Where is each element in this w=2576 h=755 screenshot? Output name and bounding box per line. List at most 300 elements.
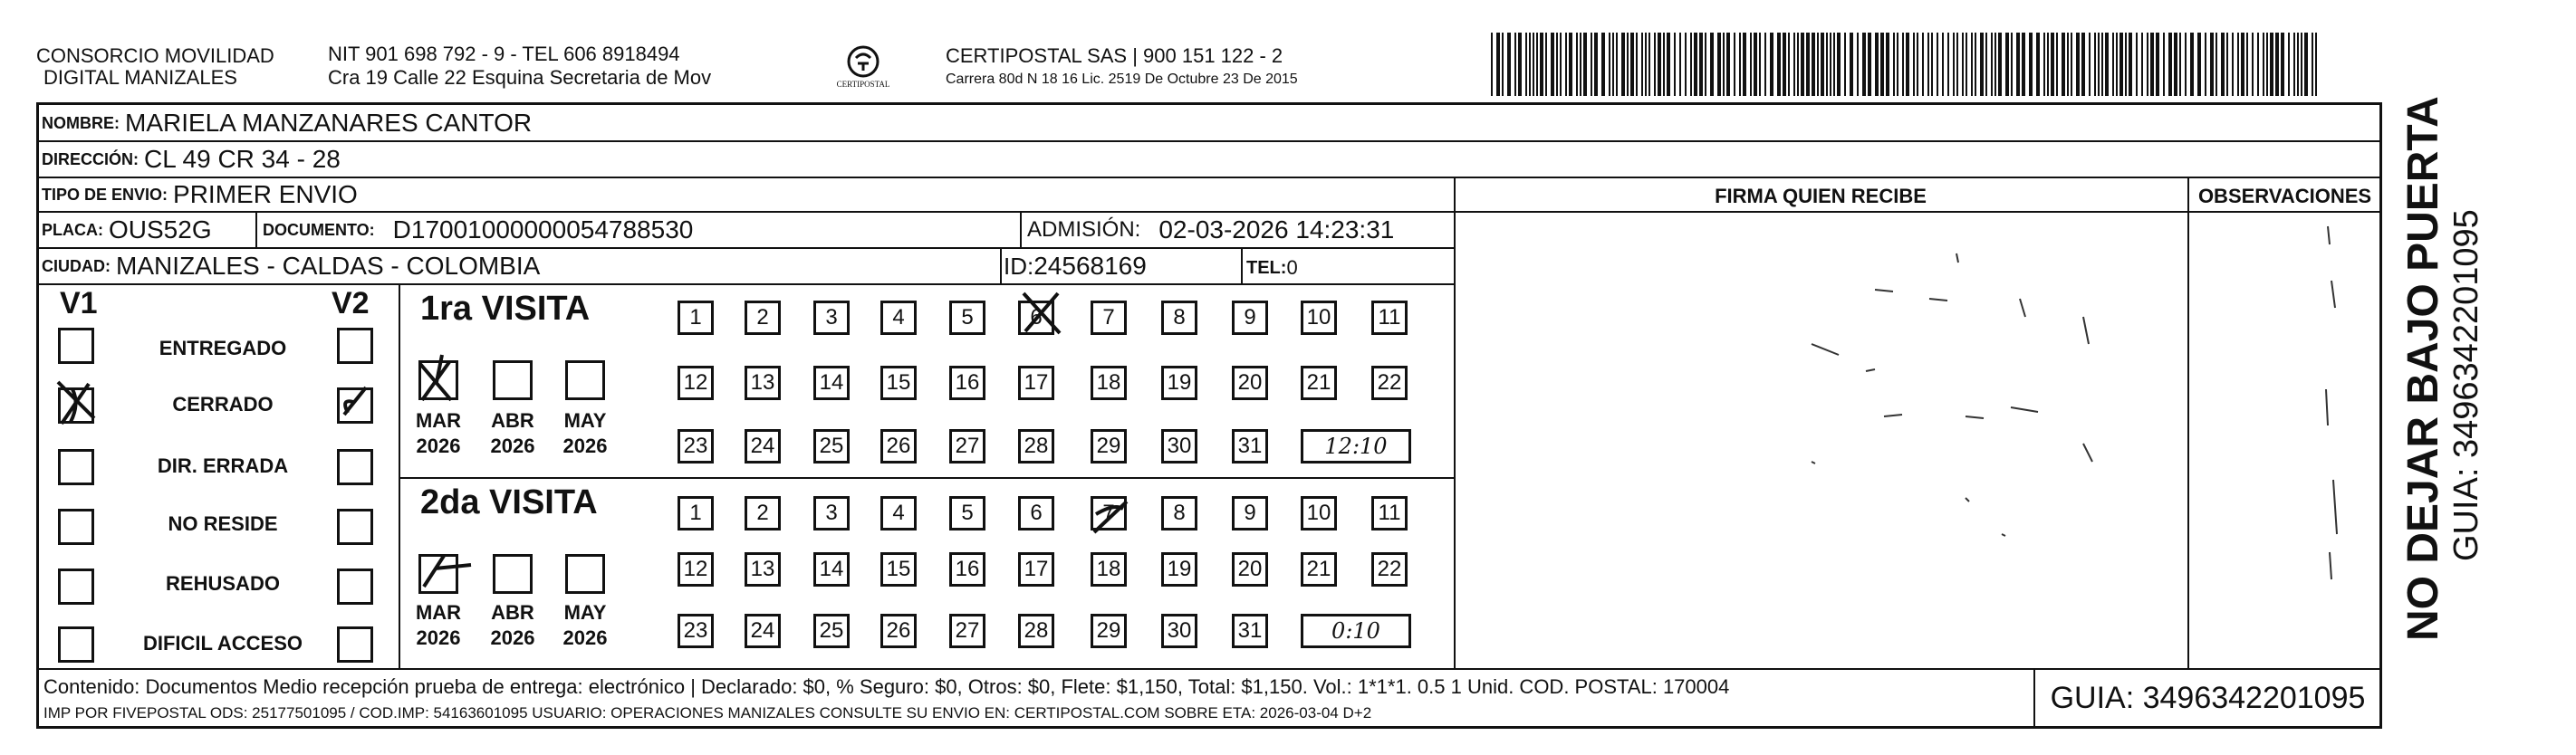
barcode-bar [1942, 33, 1944, 96]
visit1-day-box[interactable]: 15 [880, 366, 917, 400]
barcode-bar [1937, 33, 1938, 96]
certipostal-logo-icon [831, 42, 895, 98]
barcode-bar [1947, 33, 1949, 96]
visit2-march-check-mark [417, 547, 489, 601]
direccion-value: CL 49 CR 34 - 28 [144, 145, 341, 173]
barcode-bar [1844, 33, 1846, 96]
visit1-day-box[interactable]: 16 [949, 366, 985, 400]
barcode-bar [1857, 33, 1859, 96]
admision-label: ADMISIÓN: [1027, 217, 1141, 242]
barcode-bar [1674, 33, 1676, 96]
visit1-day-box[interactable]: 26 [880, 429, 917, 464]
status-label: DIR. ERRADA [157, 454, 289, 477]
barcode-bar [1663, 33, 1665, 96]
tipo-envio-row [42, 178, 358, 211]
direccion-label: DIRECCIÓN: [42, 149, 139, 168]
admision-value: 02-03-2026 14:23:31 [1158, 215, 1395, 244]
barcode-bar [1906, 33, 1909, 96]
visit2-day-box[interactable]: 30 [1161, 614, 1197, 648]
visit1-day-box[interactable]: 19 [1161, 366, 1197, 400]
barcode-bar [2076, 33, 2080, 96]
barcode-bar [1540, 33, 1543, 96]
visit2-day-box[interactable]: 23 [678, 614, 714, 648]
visit1-day-box[interactable]: 7 [1091, 301, 1127, 335]
barcode-bar [1601, 33, 1605, 96]
barcode-bar [1966, 33, 1967, 96]
barcode-bar [2266, 33, 2268, 96]
barcode-bar [2062, 33, 2065, 96]
barcode-bar [1821, 33, 1824, 96]
barcode-bar [1850, 33, 1853, 96]
barcode-bar [1726, 33, 1730, 96]
barcode-bar [2125, 33, 2127, 96]
barcode-bar [1980, 33, 1984, 96]
v1-checkbox[interactable] [58, 626, 94, 663]
barcode-bar [1685, 33, 1687, 96]
v1-checkbox[interactable] [58, 328, 94, 364]
visit1-month-label: MAY [563, 409, 607, 432]
barcode-bar [2237, 33, 2239, 96]
visit2-day-box[interactable]: 9 [1232, 496, 1268, 530]
logo-text: CERTIPOSTAL [836, 80, 890, 89]
visit1-day-box[interactable]: 17 [1018, 366, 1054, 400]
visit2-day-box[interactable]: 29 [1091, 614, 1127, 648]
barcode-bar [2094, 33, 2096, 96]
nit-line: NIT 901 698 792 - 9 - TEL 606 8918494 [328, 43, 680, 65]
visit1-day-box[interactable]: 20 [1232, 366, 1268, 400]
v1-checkbox[interactable] [58, 569, 94, 605]
barcode-bar [1507, 33, 1511, 96]
barcode-bar [1956, 33, 1958, 96]
visit1-month-checkbox[interactable] [493, 360, 533, 400]
barcode-bar [1699, 33, 1703, 96]
visit1-day-box[interactable]: 12 [678, 366, 714, 400]
v1-label: V1 [60, 286, 98, 320]
v1-checkbox[interactable] [58, 509, 94, 545]
barcode-bar [2179, 33, 2181, 96]
barcode-bar [1560, 33, 1562, 96]
barcode-bar [2232, 33, 2234, 96]
barcode-bar [1837, 33, 1841, 96]
barcode-bar [2047, 33, 2049, 96]
barcode-bar [2197, 33, 2201, 96]
barcode-bar [2081, 33, 2085, 96]
visit1-year-label: 2026 [562, 435, 608, 457]
barcode-bar [2150, 33, 2154, 96]
barcode-bar [1705, 33, 1706, 96]
barcode-bar [1826, 33, 1828, 96]
visit2-month-checkbox[interactable] [493, 554, 533, 594]
visit1-day-box[interactable]: 11 [1371, 301, 1408, 335]
tipo-envio-value: PRIMER ENVIO [173, 180, 358, 208]
visit1-month-label: ABR [491, 409, 534, 432]
status-label: REHUSADO [166, 572, 280, 595]
barcode-bar [1694, 33, 1697, 96]
barcode-bar [1971, 33, 1973, 96]
documento-cell [263, 214, 693, 246]
barcode-bar [1545, 33, 1547, 96]
barcode-bar [1830, 33, 1831, 96]
barcode-bar [2163, 33, 2165, 96]
barcode-bar [2315, 33, 2317, 96]
footer-contenido: Contenido: Documentos Medio recepción prueba de entrega: electrónico | Declarado: $0, % Seguro: $0, Otros: $0, Flete: $1,150, Total: $1,150. Vol.: 1*1*1. 0.5 1 Unid. COD. POSTAL: 170004 [43, 675, 1730, 698]
side-warning: NO DEJAR BAJO PUERTA [2399, 96, 2447, 641]
barcode-bar [1533, 33, 1534, 96]
barcode-bar [1783, 33, 1786, 96]
barcode-bar [2116, 33, 2118, 96]
barcode-bar [1654, 33, 1656, 96]
barcode-bar [2101, 33, 2103, 96]
signature-marks [1784, 226, 2165, 607]
barcode-bar [2022, 33, 2025, 96]
barcode-bar [2036, 33, 2040, 96]
firma-label: FIRMA QUIEN RECIBE [1715, 185, 1927, 207]
visit1-day-box[interactable]: 5 [949, 301, 985, 335]
barcode-bar [2293, 33, 2295, 96]
visit1-day-box[interactable]: 8 [1161, 301, 1197, 335]
barcode-bar [1788, 33, 1790, 96]
barcode-bar [2190, 33, 2194, 96]
barcode-bar [1496, 33, 1500, 96]
visit1-month-checkbox[interactable] [565, 360, 605, 400]
barcode-bar [2071, 33, 2072, 96]
placa-value: OUS52G [109, 215, 212, 244]
visit1-march-check-mark [415, 355, 469, 409]
visit1-title: 1ra VISITA [420, 290, 591, 328]
barcode-bar [1690, 33, 1692, 96]
barcode-bar [1569, 33, 1572, 96]
barcode-bar [1801, 33, 1804, 96]
visit2-day-box[interactable]: 7 [1091, 496, 1127, 530]
barcode-bar [2136, 33, 2138, 96]
visit2-day-box[interactable]: 14 [813, 552, 850, 587]
visit2-day-box[interactable]: 1 [678, 496, 714, 530]
barcode-bar [2112, 33, 2114, 96]
visit1-day-box[interactable]: 28 [1018, 429, 1054, 464]
barcode-bar [2005, 33, 2009, 96]
barcode-bar [1833, 33, 1835, 96]
visit1-day-box[interactable]: 10 [1301, 301, 1337, 335]
footer-guia: GUIA: 3496342201095 [2050, 681, 2366, 715]
visit2-month-label: MAY [563, 601, 607, 624]
barcode-bar [1953, 33, 1955, 96]
barcode-bar [1630, 33, 1634, 96]
barcode-bar [2221, 33, 2225, 96]
admision-cell [1027, 214, 1394, 246]
v1-checkbox[interactable] [58, 449, 94, 485]
visit2-month-label: ABR [491, 601, 534, 624]
barcode-bar [2011, 33, 2013, 96]
barcode-bar [2141, 33, 2143, 96]
visit2-day-box[interactable]: 20 [1232, 552, 1268, 587]
barcode-bar [1491, 33, 1493, 96]
tel-label: TEL: [1246, 257, 1287, 278]
barcode-bar [1875, 33, 1879, 96]
documento-label: DOCUMENTO: [263, 220, 375, 239]
certipostal-line1: CERTIPOSTAL SAS | 900 151 122 - 2 [946, 44, 1283, 67]
barcode-bar [2297, 33, 2299, 96]
barcode-bar [1817, 33, 1819, 96]
barcode-bar [1723, 33, 1725, 96]
observations-marks [2319, 208, 2355, 588]
barcode-bar [1998, 33, 2002, 96]
visit1-day-box[interactable]: 6 [1018, 301, 1054, 335]
barcode-bar [1551, 33, 1554, 96]
barcode-bar [1583, 33, 1587, 96]
visit2-day-box[interactable]: 21 [1301, 552, 1337, 587]
barcode-bar [2174, 33, 2177, 96]
barcode-bar [1556, 33, 1558, 96]
status-label: CERRADO [172, 393, 274, 416]
visit1-year-label: 2026 [490, 435, 535, 457]
visit2-day-box[interactable]: 10 [1301, 496, 1337, 530]
barcode-bar [1627, 33, 1629, 96]
barcode-bar [1679, 33, 1681, 96]
barcode-bar [2216, 33, 2217, 96]
barcode-bar [1576, 33, 1578, 96]
barcode-bar [1518, 33, 1522, 96]
visit1-day-box[interactable]: 4 [880, 301, 917, 335]
barcode-bar [1913, 33, 1915, 96]
visit2-day-box[interactable]: 25 [813, 614, 850, 648]
barcode-bar [1868, 33, 1871, 96]
visit1-day-box[interactable]: 25 [813, 429, 850, 464]
visit2-day-box[interactable]: 15 [880, 552, 917, 587]
v2-checkbox[interactable] [337, 569, 373, 605]
barcode-bar [1641, 33, 1643, 96]
visit2-day-box[interactable]: 28 [1018, 614, 1054, 648]
barcode-bar [1616, 33, 1618, 96]
barcode-bar [1880, 33, 1884, 96]
tel-value: 0 [1286, 256, 1298, 279]
visit1-day-box[interactable]: 29 [1091, 429, 1127, 464]
barcode-bar [2029, 33, 2033, 96]
barcode-bar [1743, 33, 1746, 96]
visit2-day-box[interactable]: 27 [949, 614, 985, 648]
barcode-bar [1594, 33, 1598, 96]
visit2-month-checkbox[interactable] [565, 554, 605, 594]
visit1-hour-box[interactable]: 12:10 [1301, 429, 1411, 464]
barcode-bar [1994, 33, 1996, 96]
barcode-bar [1750, 33, 1752, 96]
barcode-bar [1917, 33, 1918, 96]
barcode-bar [2016, 33, 2020, 96]
barcode-bar [2246, 33, 2248, 96]
visit1-day-box[interactable]: 22 [1371, 366, 1408, 400]
barcode-bar [1717, 33, 1721, 96]
company-name-line2: DIGITAL MANIZALES [43, 66, 237, 89]
visit2-day-box[interactable]: 18 [1091, 552, 1127, 587]
visit2-title: 2da VISITA [420, 483, 598, 521]
barcode [1491, 33, 2324, 98]
company-name-line1: CONSORCIO MOVILIDAD [36, 44, 274, 67]
visit2-year-label: 2026 [562, 626, 608, 649]
certipostal-logo [831, 42, 895, 98]
visit1-month-label: MAR [415, 409, 462, 432]
barcode-bar [2147, 33, 2148, 96]
barcode-bar [2263, 33, 2264, 96]
barcode-bar [2205, 33, 2206, 96]
barcode-bar [1514, 33, 1516, 96]
barcode-bar [2270, 33, 2273, 96]
v2-checkbox[interactable] [337, 509, 373, 545]
barcode-bar [1985, 33, 1987, 96]
barcode-bar [1591, 33, 1592, 96]
barcode-bar [1636, 33, 1638, 96]
visit2-day-box[interactable]: 2 [745, 496, 781, 530]
barcode-bar [2257, 33, 2259, 96]
barcode-bar [1609, 33, 1610, 96]
barcode-bar [2089, 33, 2091, 96]
visit2-day-7-mark [1087, 496, 1141, 541]
ciudad-label: CIUDAD: [42, 256, 111, 275]
barcode-bar [2119, 33, 2123, 96]
status-label: NO RESIDE [168, 512, 278, 535]
tel-cell [1246, 252, 1298, 284]
barcode-bar [1962, 33, 1964, 96]
visit1-year-label: 2026 [416, 435, 461, 457]
visit1-day-box[interactable]: 27 [949, 429, 985, 464]
placa-cell [42, 214, 212, 246]
barcode-bar [2185, 33, 2187, 96]
visit2-day-box[interactable]: 11 [1371, 496, 1408, 530]
status-label: ENTREGADO [159, 337, 287, 359]
v2-cerrado-check-mark [335, 380, 380, 425]
barcode-bar [1759, 33, 1761, 96]
barcode-bar [1770, 33, 1773, 96]
barcode-bar [1667, 33, 1670, 96]
barcode-bar [2043, 33, 2045, 96]
visit1-day-box[interactable]: 23 [678, 429, 714, 464]
barcode-bar [2056, 33, 2058, 96]
barcode-bar [2304, 33, 2308, 96]
visit2-year-label: 2026 [490, 626, 535, 649]
barcode-bar [1612, 33, 1614, 96]
status-label: DIFICIL ACCESO [142, 632, 303, 655]
visit2-day-box[interactable]: 31 [1232, 614, 1268, 648]
v1-cerrado-check-mark [53, 377, 107, 431]
barcode-bar [2281, 33, 2284, 96]
barcode-bar [1502, 33, 1504, 96]
visit2-day-box[interactable]: 17 [1018, 552, 1054, 587]
footer-imp: IMP POR FIVEPOSTAL ODS: 25177501095 / COD.IMP: 54163601095 USUARIO: OPERACIONES MANIZALES CONSULTE SU ENVIO EN: CERTIPOSTAL.COM SOBRE ETA: 2026-03-04 D+2 [43, 704, 1372, 722]
visit1-day-box[interactable]: 2 [745, 301, 781, 335]
id-value: 24568169 [1033, 252, 1147, 280]
barcode-bar [1862, 33, 1866, 96]
barcode-bar [1529, 33, 1531, 96]
barcode-bar [1922, 33, 1924, 96]
ciudad-cell [42, 250, 540, 282]
visit2-year-label: 2026 [416, 626, 461, 649]
barcode-bar [1754, 33, 1757, 96]
barcode-bar [1886, 33, 1889, 96]
v2-checkbox[interactable] [337, 449, 373, 485]
certipostal-line2: Carrera 80d N 18 16 Lic. 2519 De Octubre 23 De 2015 [946, 72, 1298, 87]
visit1-day-box[interactable]: 21 [1301, 366, 1337, 400]
documento-value: D17001000000054788530 [392, 215, 694, 244]
barcode-bar [1648, 33, 1650, 96]
visit2-day-box[interactable]: 19 [1161, 552, 1197, 587]
barcode-bar [1710, 33, 1714, 96]
barcode-bar [2067, 33, 2069, 96]
visit2-day-box[interactable]: 22 [1371, 552, 1408, 587]
barcode-bar [1536, 33, 1538, 96]
visit1-day-box[interactable]: 30 [1161, 429, 1197, 464]
visit1-day-box[interactable]: 3 [813, 301, 850, 335]
barcode-bar [1812, 33, 1815, 96]
barcode-bar [1927, 33, 1929, 96]
barcode-bar [1525, 33, 1527, 96]
visit2-day-box[interactable]: 6 [1018, 496, 1054, 530]
barcode-bar [2226, 33, 2228, 96]
barcode-bar [1764, 33, 1766, 96]
visit2-day-box[interactable]: 8 [1161, 496, 1197, 530]
barcode-bar [1793, 33, 1795, 96]
visit2-day-box[interactable]: 5 [949, 496, 985, 530]
barcode-bar [2210, 33, 2214, 96]
v2-checkbox[interactable] [337, 328, 373, 364]
barcode-bar [2168, 33, 2172, 96]
barcode-bar [1893, 33, 1895, 96]
barcode-bar [1797, 33, 1799, 96]
visit1-day-box[interactable]: 24 [745, 429, 781, 464]
visit2-month-label: MAR [415, 601, 462, 624]
v2-checkbox[interactable] [337, 626, 373, 663]
visit2-day-box[interactable]: 13 [745, 552, 781, 587]
nombre-value: MARIELA MANZANARES CANTOR [125, 109, 533, 137]
visit1-day-box[interactable]: 13 [745, 366, 781, 400]
barcode-bar [1580, 33, 1581, 96]
barcode-bar [1645, 33, 1647, 96]
address-line: Cra 19 Calle 22 Esquina Secretaria de Mov [328, 66, 712, 89]
id-label: ID: [1004, 252, 1034, 280]
v2-label: V2 [332, 286, 370, 320]
nombre-row [42, 107, 532, 139]
visit2-day-box[interactable]: 3 [813, 496, 850, 530]
barcode-bar [2098, 33, 2100, 96]
barcode-bar [2156, 33, 2159, 96]
visit1-day-box[interactable]: 9 [1232, 301, 1268, 335]
side-guia: GUIA: 3496342201095 [2447, 209, 2485, 561]
barcode-bar [2252, 33, 2254, 96]
visit1-day-box[interactable]: 1 [678, 301, 714, 335]
barcode-bar [1806, 33, 1810, 96]
visit1-day-box[interactable]: 18 [1091, 366, 1127, 400]
barcode-bar [2129, 33, 2132, 96]
barcode-bar [1897, 33, 1898, 96]
barcode-bar [2301, 33, 2302, 96]
barcode-bar [1658, 33, 1661, 96]
barcode-bar [1565, 33, 1567, 96]
barcode-bar [1621, 33, 1625, 96]
barcode-bar [2312, 33, 2313, 96]
visit2-day-box[interactable]: 12 [678, 552, 714, 587]
visit1-day-box[interactable]: 31 [1232, 429, 1268, 464]
visit1-day-box[interactable]: 14 [813, 366, 850, 400]
ciudad-value: MANIZALES - CALDAS - COLOMBIA [116, 252, 541, 280]
visit2-day-box[interactable]: 4 [880, 496, 917, 530]
id-cell [1004, 250, 1147, 282]
visit2-day-box[interactable]: 16 [949, 552, 985, 587]
visit2-day-box[interactable]: 26 [880, 614, 917, 648]
barcode-bar [1734, 33, 1735, 96]
placa-label: PLACA: [42, 220, 103, 239]
barcode-bar [2241, 33, 2244, 96]
visit2-hour-box[interactable]: 0:10 [1301, 614, 1411, 648]
barcode-bar [2275, 33, 2279, 96]
barcode-bar [2051, 33, 2054, 96]
visit2-day-box[interactable]: 24 [745, 614, 781, 648]
